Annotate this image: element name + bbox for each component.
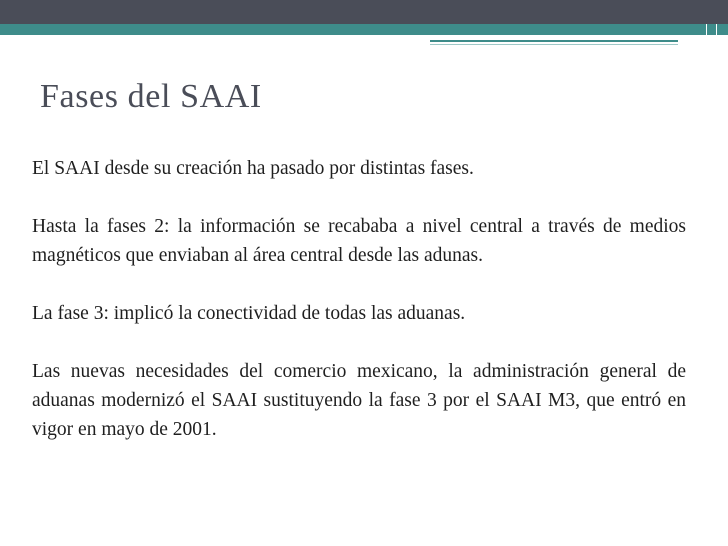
slide-title: Fases del SAAI [40, 78, 262, 115]
decorative-divider [716, 24, 717, 54]
header-accent-band [0, 24, 728, 35]
header-band [0, 0, 728, 24]
slide-body [32, 154, 686, 444]
paragraph-spacer [32, 270, 686, 299]
decorative-divider [706, 24, 707, 54]
paragraph: El SAAI desde su creación ha pasado por distintas fases. [32, 158, 474, 179]
paragraph: La fase 3: implicó la conectividad de todas las aduanas. [32, 303, 466, 324]
paragraph-spacer [32, 183, 686, 212]
paragraph: Hasta la fases 2: la información se recababa a nivel central a través de medios magnéticos que enviaban al área central desde las adunas. [32, 216, 686, 266]
paragraph: Las nuevas necesidades del comercio mexicano, la administración general de aduanas modernizó el SAAI sustituyendo la fase 3 por el SAAI M3, que entró en vigor en mayo de 2001. [32, 361, 686, 440]
decorative-line [430, 40, 678, 42]
decorative-line [430, 44, 678, 45]
paragraph-spacer [32, 328, 686, 357]
